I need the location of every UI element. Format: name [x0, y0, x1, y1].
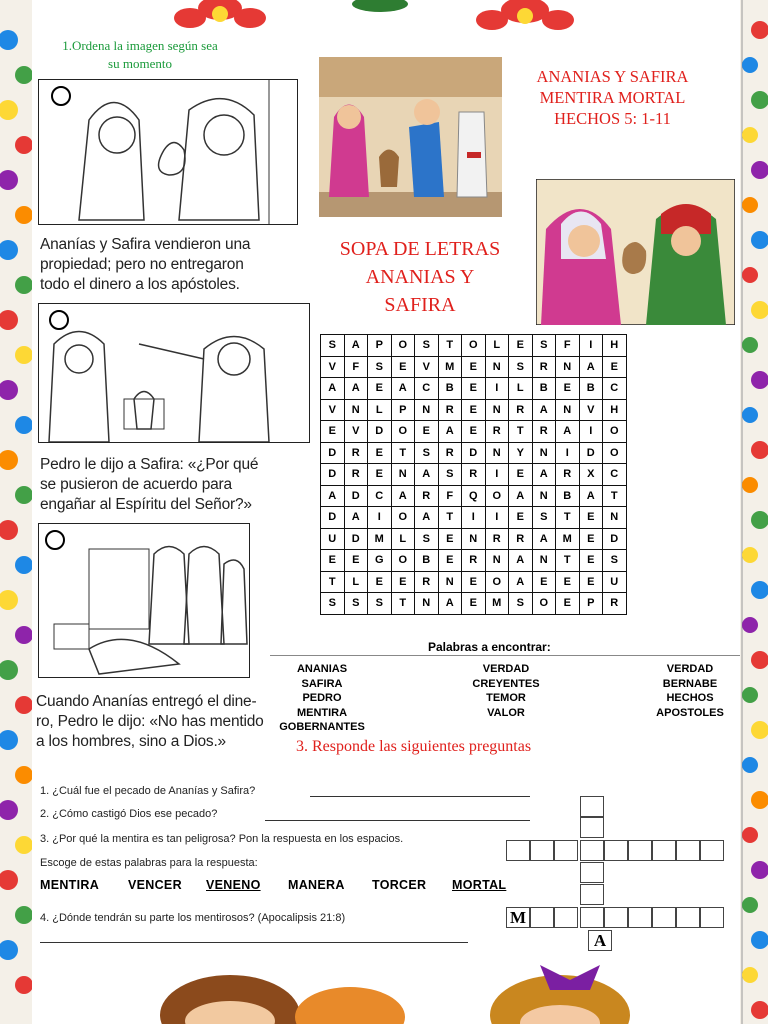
grid-letter[interactable]: D	[603, 528, 627, 550]
panel-image-1	[38, 79, 298, 225]
grid-row	[321, 378, 627, 400]
grid-letter[interactable]: F	[344, 356, 368, 378]
section-3-heading: 3. Responde las siguientes preguntas	[296, 738, 532, 755]
crossword-cell[interactable]	[652, 840, 676, 861]
grid-letter[interactable]: F	[438, 485, 462, 507]
grid-letter[interactable]: E	[368, 378, 392, 400]
sopa-title-line-3: SAFIRA	[384, 294, 456, 316]
grid-letter[interactable]: U	[603, 571, 627, 593]
grid-letter[interactable]: O	[603, 442, 627, 464]
grid-letter[interactable]: O	[391, 421, 415, 443]
grid-letter[interactable]: I	[485, 378, 509, 400]
word-item: VERDAD	[482, 663, 530, 675]
grid-letter[interactable]: B	[579, 378, 603, 400]
crossword-cell[interactable]	[580, 884, 604, 905]
grid-letter[interactable]: C	[368, 485, 392, 507]
grid-letter[interactable]: A	[344, 335, 368, 357]
grid-letter[interactable]: I	[462, 507, 486, 529]
ananias-falls-drawing	[39, 524, 249, 677]
choice-word: MORTAL	[452, 878, 507, 892]
grid-letter[interactable]: S	[532, 335, 556, 357]
grid-row	[321, 335, 627, 357]
grid-letter[interactable]: T	[603, 485, 627, 507]
grid-letter[interactable]: N	[603, 507, 627, 529]
word-item: HECHOS	[666, 692, 714, 705]
grid-letter[interactable]: R	[438, 399, 462, 421]
crossword-cell[interactable]	[580, 817, 604, 838]
grid-letter[interactable]: N	[391, 464, 415, 486]
grid-letter[interactable]: N	[485, 442, 509, 464]
instruction-line-1: 1.Ordena la imagen según sea	[62, 38, 218, 53]
grid-letter[interactable]: H	[603, 335, 627, 357]
grid-letter[interactable]: R	[532, 421, 556, 443]
grid-letter[interactable]: R	[344, 442, 368, 464]
peter-questions-safira-drawing	[39, 304, 309, 442]
caption-3-line-3: a los hombres, sino a Dios.»	[36, 733, 226, 750]
grid-letter[interactable]: P	[579, 593, 603, 615]
grid-letter[interactable]: N	[532, 485, 556, 507]
grid-letter[interactable]: D	[462, 442, 486, 464]
grid-letter[interactable]: E	[368, 442, 392, 464]
choice-word: TORCER	[372, 878, 427, 892]
grid-letter[interactable]: N	[415, 593, 439, 615]
polka-dot-left-border	[0, 0, 32, 1024]
grid-letter[interactable]: E	[579, 507, 603, 529]
caption-2-line-3: engañar al Espíritu del Señor?»	[40, 496, 252, 513]
caption-2-line-1: Pedro le dijo a Safira: «¿Por qué	[40, 456, 259, 473]
grid-letter[interactable]: T	[438, 507, 462, 529]
grid-letter[interactable]: A	[391, 485, 415, 507]
grid-letter[interactable]: E	[391, 571, 415, 593]
grid-letter[interactable]: N	[532, 550, 556, 572]
question-4: 4. ¿Dónde tendrán su parte los mentirosos? (Apocalipsis 21:8)	[40, 912, 346, 924]
grid-letter[interactable]: A	[509, 550, 533, 572]
grid-letter[interactable]: R	[509, 528, 533, 550]
grid-row	[321, 356, 627, 378]
grid-letter[interactable]: E	[462, 421, 486, 443]
grid-letter[interactable]: D	[321, 464, 345, 486]
page-title	[510, 66, 715, 129]
grid-letter[interactable]: B	[556, 485, 580, 507]
caption-3-line-2: ro, Pedro le dijo: «No has mentido	[36, 713, 264, 730]
grid-letter[interactable]: A	[321, 378, 345, 400]
crossword-cell[interactable]	[580, 796, 604, 817]
grid-letter[interactable]: O	[485, 571, 509, 593]
crossword-cell[interactable]	[554, 840, 578, 861]
grid-letter[interactable]: N	[556, 399, 580, 421]
grid-letter[interactable]: B	[438, 378, 462, 400]
grid-letter[interactable]: A	[391, 378, 415, 400]
grid-letter[interactable]: A	[532, 464, 556, 486]
word-item: CREYENTES	[472, 677, 540, 690]
grid-letter[interactable]: A	[509, 485, 533, 507]
grid-letter[interactable]: M	[556, 528, 580, 550]
grid-letter[interactable]: L	[485, 335, 509, 357]
grid-letter[interactable]: S	[415, 528, 439, 550]
grid-letter[interactable]: E	[368, 464, 392, 486]
grid-letter[interactable]: L	[344, 571, 368, 593]
grid-letter[interactable]: V	[344, 421, 368, 443]
grid-letter[interactable]: S	[603, 550, 627, 572]
grid-letter[interactable]: E	[462, 378, 486, 400]
grid-letter[interactable]: I	[556, 442, 580, 464]
grid-letter[interactable]: C	[603, 378, 627, 400]
grid-letter[interactable]: R	[532, 356, 556, 378]
answer-line-4[interactable]	[40, 942, 468, 943]
choice-word: VENCER	[128, 878, 182, 892]
grid-letter[interactable]: T	[556, 507, 580, 529]
question-2: 2. ¿Cómo castigó Dios ese pecado?	[40, 808, 218, 820]
grid-letter[interactable]: A	[321, 485, 345, 507]
grid-letter[interactable]: V	[321, 356, 345, 378]
grid-letter[interactable]: A	[344, 507, 368, 529]
grid-letter[interactable]: A	[579, 356, 603, 378]
grid-letter[interactable]: A	[532, 528, 556, 550]
grid-letter[interactable]: E	[368, 571, 392, 593]
grid-letter[interactable]: E	[415, 421, 439, 443]
grid-letter[interactable]: G	[368, 550, 392, 572]
ananias-safira-money-drawing	[39, 80, 297, 224]
grid-letter[interactable]: L	[509, 378, 533, 400]
grid-row	[321, 442, 627, 464]
crossword-cell[interactable]	[554, 907, 578, 928]
grid-letter[interactable]: I	[579, 421, 603, 443]
grid-letter[interactable]: I	[485, 464, 509, 486]
grid-letter[interactable]: E	[579, 571, 603, 593]
grid-letter[interactable]: D	[368, 421, 392, 443]
word-search-title	[320, 235, 520, 319]
crossword-cell[interactable]	[506, 840, 530, 861]
title-line-2: MENTIRA MORTAL	[539, 88, 686, 107]
crossword-cell[interactable]	[604, 907, 628, 928]
word-item: BERNABE	[662, 677, 718, 690]
grid-letter[interactable]: T	[391, 593, 415, 615]
grid-letter[interactable]: E	[321, 421, 345, 443]
grid-letter[interactable]: E	[438, 550, 462, 572]
grid-letter[interactable]: S	[532, 507, 556, 529]
grid-row	[321, 571, 627, 593]
word-item: MENTIRA	[296, 706, 348, 719]
title-line-3: HECHOS 5: 1-11	[554, 109, 671, 128]
order-circle-3[interactable]	[45, 530, 65, 550]
grid-letter[interactable]: A	[415, 507, 439, 529]
grid-letter[interactable]: E	[509, 464, 533, 486]
words-header: Palabras a encontrar:	[428, 640, 551, 654]
grid-letter[interactable]: T	[556, 550, 580, 572]
grid-letter[interactable]: E	[556, 571, 580, 593]
polka-dot-right-border	[740, 0, 768, 1024]
crossword-cell[interactable]	[530, 840, 554, 861]
crossword-cell[interactable]	[700, 840, 724, 861]
grid-letter[interactable]: A	[509, 571, 533, 593]
word-item: TEMOR	[486, 692, 526, 705]
grid-letter[interactable]: N	[438, 571, 462, 593]
grid-letter[interactable]: O	[532, 593, 556, 615]
word-item: PEDRO	[302, 692, 342, 705]
grid-letter[interactable]: A	[556, 421, 580, 443]
caption-3	[36, 692, 316, 752]
order-circle-1[interactable]	[51, 86, 71, 106]
panel-image-2	[38, 303, 310, 443]
grid-letter[interactable]: D	[344, 528, 368, 550]
crossword-cell[interactable]	[676, 840, 700, 861]
question-1: 1. ¿Cuál fue el pecado de Ananías y Safira?	[40, 785, 256, 797]
answer-line-1[interactable]	[310, 796, 530, 797]
grid-letter[interactable]: R	[462, 550, 486, 572]
grid-letter[interactable]: E	[391, 356, 415, 378]
grid-letter[interactable]: Q	[462, 485, 486, 507]
grid-letter[interactable]: E	[556, 378, 580, 400]
grid-letter[interactable]: R	[462, 464, 486, 486]
grid-letter[interactable]: O	[603, 421, 627, 443]
grid-row	[321, 550, 627, 572]
grid-letter[interactable]: R	[485, 421, 509, 443]
grid-letter[interactable]: B	[532, 378, 556, 400]
answer-line-2[interactable]	[265, 820, 530, 821]
grid-letter[interactable]: E	[462, 571, 486, 593]
grid-letter[interactable]: A	[532, 399, 556, 421]
grid-letter[interactable]: D	[321, 442, 345, 464]
grid-letter[interactable]: M	[368, 528, 392, 550]
grid-letter[interactable]: M	[485, 593, 509, 615]
grid-letter[interactable]: O	[391, 335, 415, 357]
word-search-grid	[320, 334, 627, 615]
grid-letter[interactable]: O	[391, 507, 415, 529]
grid-letter[interactable]: V	[415, 356, 439, 378]
grid-row	[321, 485, 627, 507]
grid-letter[interactable]: A	[344, 378, 368, 400]
words-divider	[270, 655, 740, 656]
grid-letter[interactable]: C	[415, 378, 439, 400]
grid-letter[interactable]: R	[509, 399, 533, 421]
grid-letter[interactable]: B	[415, 550, 439, 572]
grid-letter[interactable]: E	[579, 550, 603, 572]
crossword-cell[interactable]	[580, 840, 604, 861]
caption-1-line-1: Ananías y Safira vendieron una	[40, 236, 251, 253]
grid-letter[interactable]: I	[368, 507, 392, 529]
grid-letter[interactable]: R	[603, 593, 627, 615]
grid-letter[interactable]: R	[438, 442, 462, 464]
sopa-title-line-2: ANANIAS Y	[365, 266, 475, 288]
title-line-1: ANANIAS Y SAFIRA	[536, 67, 689, 86]
crossword-cell[interactable]	[676, 907, 700, 928]
word-item: ANANIAS	[296, 663, 348, 675]
grid-letter[interactable]: S	[438, 464, 462, 486]
grid-letter[interactable]: E	[603, 356, 627, 378]
grid-letter[interactable]: S	[321, 593, 345, 615]
grid-letter[interactable]: D	[321, 507, 345, 529]
grid-letter[interactable]: N	[485, 356, 509, 378]
grid-letter[interactable]: V	[321, 399, 345, 421]
flower-decoration-top	[150, 0, 620, 40]
color-illustration-ananias-safira	[536, 179, 735, 325]
grid-letter[interactable]: P	[368, 335, 392, 357]
grid-letter[interactable]: N	[485, 399, 509, 421]
crossword-cell[interactable]	[580, 862, 604, 883]
grid-letter[interactable]: E	[438, 528, 462, 550]
crossword-cell[interactable]	[580, 907, 604, 928]
crossword-cell[interactable]	[652, 907, 676, 928]
word-item: VALOR	[487, 706, 525, 719]
grid-row	[321, 528, 627, 550]
grid-letter[interactable]: T	[391, 442, 415, 464]
crossword-cell[interactable]	[604, 840, 628, 861]
grid-letter[interactable]: E	[462, 356, 486, 378]
grid-letter[interactable]: O	[485, 485, 509, 507]
grid-letter[interactable]: E	[321, 550, 345, 572]
grid-letter[interactable]: E	[509, 335, 533, 357]
grid-letter[interactable]: N	[556, 356, 580, 378]
grid-letter[interactable]: D	[344, 485, 368, 507]
grid-letter[interactable]: N	[485, 550, 509, 572]
grid-letter[interactable]: S	[415, 442, 439, 464]
grid-letter[interactable]: U	[321, 528, 345, 550]
grid-letter[interactable]: S	[344, 593, 368, 615]
words-column-2	[446, 662, 566, 720]
order-circle-2[interactable]	[49, 310, 69, 330]
grid-row	[321, 421, 627, 443]
grid-letter[interactable]: R	[344, 464, 368, 486]
words-column-3	[630, 662, 750, 720]
grid-letter[interactable]: R	[415, 571, 439, 593]
grid-letter[interactable]: F	[556, 335, 580, 357]
grid-letter[interactable]: L	[391, 528, 415, 550]
caption-2-line-2: se pusieron de acuerdo para	[40, 476, 232, 493]
grid-letter[interactable]: L	[368, 399, 392, 421]
grid-letter[interactable]: H	[603, 399, 627, 421]
grid-letter[interactable]: R	[485, 528, 509, 550]
grid-letter[interactable]: P	[391, 399, 415, 421]
word-item: SAFIRA	[301, 677, 343, 690]
crossword-cell[interactable]	[628, 840, 652, 861]
grid-row	[321, 464, 627, 486]
grid-letter[interactable]: E	[462, 399, 486, 421]
crossword-cell-a[interactable]: A	[588, 930, 612, 951]
grid-letter[interactable]: E	[509, 507, 533, 529]
word-item: VERDAD	[666, 663, 714, 675]
crossword-cell-m[interactable]: M	[506, 907, 530, 928]
caption-3-line-1: Cuando Ananías entregó el dine-	[36, 693, 257, 710]
crossword-cell[interactable]	[628, 907, 652, 928]
grid-letter[interactable]: T	[321, 571, 345, 593]
caption-1	[40, 235, 320, 295]
crossword-cell[interactable]	[700, 907, 724, 928]
word-item: APOSTOLES	[656, 706, 724, 719]
caption-1-line-3: todo el dinero a los apóstoles.	[40, 276, 240, 293]
panel-image-3	[38, 523, 250, 678]
grid-row	[321, 507, 627, 529]
grid-letter[interactable]: E	[579, 528, 603, 550]
grid-letter[interactable]: S	[368, 356, 392, 378]
grid-letter[interactable]: N	[532, 442, 556, 464]
grid-letter[interactable]: R	[415, 485, 439, 507]
grid-letter[interactable]: V	[579, 399, 603, 421]
grid-letter[interactable]: A	[438, 593, 462, 615]
grid-letter[interactable]: A	[415, 464, 439, 486]
grid-letter[interactable]: S	[368, 593, 392, 615]
choice-word: VENENO	[206, 878, 261, 892]
grid-letter[interactable]: N	[344, 399, 368, 421]
grid-letter[interactable]: O	[462, 335, 486, 357]
grid-letter[interactable]: X	[579, 464, 603, 486]
caption-2	[40, 455, 320, 515]
grid-letter[interactable]: T	[438, 335, 462, 357]
grid-letter[interactable]: M	[438, 356, 462, 378]
question-3: 3. ¿Por qué la mentira es tan peligrosa? Pon la respuesta en los espacios.	[40, 833, 404, 845]
grid-letter[interactable]: E	[532, 571, 556, 593]
grid-letter[interactable]: E	[462, 593, 486, 615]
grid-letter[interactable]: N	[462, 528, 486, 550]
choice-word: MANERA	[288, 878, 345, 892]
grid-letter[interactable]: S	[509, 356, 533, 378]
children-illustration-bottom	[120, 955, 680, 1024]
crossword-cell[interactable]	[530, 907, 554, 928]
grid-letter[interactable]: S	[415, 335, 439, 357]
grid-row	[321, 593, 627, 615]
word-item: GOBERNANTES	[279, 721, 365, 734]
grid-row	[321, 399, 627, 421]
choice-word: MENTIRA	[40, 878, 100, 892]
sopa-title-line-1: SOPA DE LETRAS	[339, 238, 501, 260]
grid-letter[interactable]: T	[509, 421, 533, 443]
instruction-line-2: su momento	[108, 56, 172, 71]
grid-letter[interactable]: I	[485, 507, 509, 529]
grid-letter[interactable]: C	[603, 464, 627, 486]
grid-letter[interactable]: O	[391, 550, 415, 572]
grid-letter[interactable]: A	[438, 421, 462, 443]
grid-letter[interactable]: D	[579, 442, 603, 464]
grid-letter[interactable]: E	[556, 593, 580, 615]
grid-letter[interactable]: S	[321, 335, 345, 357]
grid-letter[interactable]: I	[579, 335, 603, 357]
grid-letter[interactable]: R	[556, 464, 580, 486]
instruction-order-images	[40, 37, 240, 73]
grid-letter[interactable]: S	[509, 593, 533, 615]
choose-words-instruction: Escoge de estas palabras para la respuesta:	[40, 857, 258, 869]
grid-letter[interactable]: Y	[509, 442, 533, 464]
caption-1-line-2: propiedad; pero no entregaron	[40, 256, 244, 273]
grid-letter[interactable]: E	[344, 550, 368, 572]
grid-letter[interactable]: A	[579, 485, 603, 507]
grid-letter[interactable]: N	[415, 399, 439, 421]
color-illustration-peter-safira	[319, 57, 502, 217]
